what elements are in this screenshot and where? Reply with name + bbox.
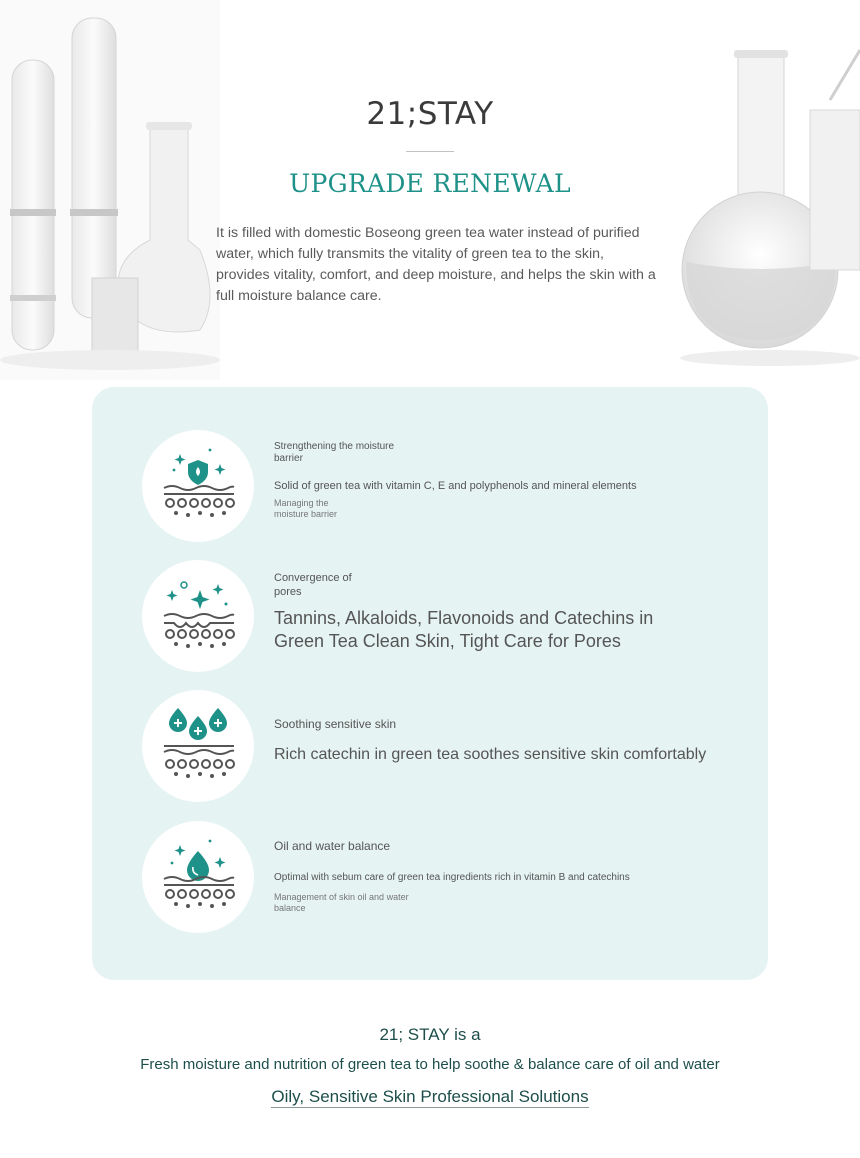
feature-description: Optimal with sebum care of green tea ingredients rich in vitamin B and catechins bbox=[274, 872, 630, 883]
feature-text bbox=[274, 430, 734, 520]
droplet-balance-skin-icon bbox=[142, 821, 254, 933]
feature-text bbox=[274, 560, 734, 653]
feature-description: Rich catechin in green tea soothes sensitive skin comfortably bbox=[274, 746, 707, 763]
feature-icon-circle bbox=[142, 560, 254, 672]
feature-soothing bbox=[142, 690, 742, 802]
plus-droplets-skin-icon bbox=[142, 690, 254, 802]
feature-subtitle: Management of skin oil and water balance bbox=[274, 892, 409, 913]
feature-title: Oil and water balance bbox=[274, 839, 391, 853]
feature-oil-water-balance bbox=[142, 821, 742, 933]
feature-text bbox=[274, 821, 734, 914]
hero-headline: UPGRADE RENEWAL bbox=[289, 169, 571, 198]
brand-title: 21;STAY bbox=[366, 96, 494, 132]
feature-title: Soothing sensitive skin bbox=[274, 717, 397, 731]
feature-title: Convergence of pores bbox=[274, 572, 352, 598]
shield-droplet-skin-icon bbox=[142, 430, 254, 542]
footer-description: Fresh moisture and nutrition of green tea to help soothe & balance care of oil and water bbox=[140, 1056, 720, 1073]
footer-solution-text: Oily, Sensitive Skin Professional Solutions bbox=[271, 1087, 589, 1106]
feature-icon-circle bbox=[142, 821, 254, 933]
feature-description: Tannins, Alkaloids, Flavonoids and Catechins in Green Tea Clean Skin, Tight Care for Pores bbox=[274, 608, 654, 651]
footer-solution bbox=[0, 1087, 860, 1107]
feature-text bbox=[274, 690, 734, 765]
feature-subtitle: Managing the moisture barrier bbox=[274, 498, 338, 519]
sparkle-pores-skin-icon bbox=[142, 560, 254, 672]
lab-flask-right-image bbox=[680, 40, 860, 370]
title-divider bbox=[406, 151, 454, 152]
feature-description: Solid of green tea with vitamin C, E and polyphenols and mineral elements bbox=[274, 480, 637, 492]
hero-description: It is filled with domestic Boseong green tea water instead of purified water, which fully transmits the vitality of green tea to the skin, provides vitality, comfort, and deep moisture, and helps the skin with a full moisture balance care. bbox=[216, 225, 656, 304]
hero-section bbox=[0, 0, 860, 380]
footer-intro: 21; STAY is a bbox=[379, 1025, 481, 1044]
feature-title: Strengthening the moisture barrier bbox=[274, 441, 395, 464]
feature-icon-circle bbox=[142, 430, 254, 542]
feature-pore-convergence bbox=[142, 560, 742, 672]
feature-icon-circle bbox=[142, 690, 254, 802]
feature-moisture-barrier bbox=[142, 430, 742, 542]
